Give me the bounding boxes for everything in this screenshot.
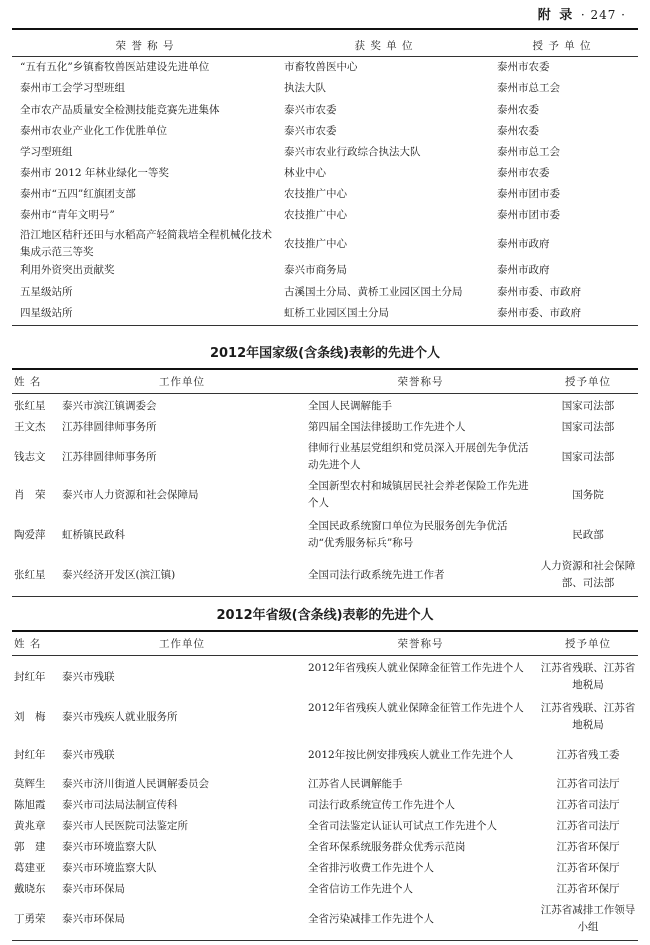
award-unit: 市畜牧兽医中心 [284, 61, 358, 73]
honor-title: 2012年按比例安排残疾人就业工作先进个人 [308, 748, 514, 761]
person-name: 黄兆章 [14, 820, 46, 832]
honor-title: 司法行政系统宣传工作先进个人 [308, 799, 455, 811]
person-name: 封红年 [14, 670, 46, 683]
grantor: 泰州市农委 [497, 167, 550, 179]
person-name: 张红星 [14, 568, 46, 581]
award-unit: 农技推广中心 [284, 238, 347, 250]
honor-name: “五有五化”乡镇畜牧兽医站建设先进单位 [20, 61, 210, 73]
grantor: 泰州市团市委 [497, 188, 560, 200]
honor-name: 泰州市“青年文明号” [20, 209, 115, 221]
person-name: 郭 建 [14, 841, 46, 853]
honor-name: 全市农产品质量安全检测技能竞赛先进集体 [20, 104, 220, 116]
col-header-honor: 荣誉称号 [397, 376, 444, 388]
honor-title: 全国司法行政系统先进工作者 [308, 568, 445, 581]
person-name: 陶爱萍 [14, 528, 46, 541]
award-unit: 农技推广中心 [284, 188, 347, 200]
grantor: 国家司法部 [561, 421, 615, 433]
honor-title: 2012年省残疾人就业保障金征管工作先进个人 [308, 662, 524, 674]
person-name: 莫辉生 [14, 778, 46, 790]
col-header-work: 工作单位 [159, 376, 205, 388]
award-unit: 农技推广中心 [284, 209, 347, 221]
award-unit: 古溪国土分局、黄桥工业园区国土分局 [284, 286, 463, 298]
honor-title: 全国人民调解能手 [308, 400, 392, 412]
work-unit: 泰兴市司法局法制宣传科 [62, 799, 178, 811]
section3-header-rule [12, 655, 638, 656]
grantor: 泰州市总工会 [497, 146, 560, 158]
person-name: 封红年 [14, 748, 46, 761]
section2-bottom-rule [12, 596, 638, 597]
header-section: 附 录 [537, 8, 575, 23]
section-title-provincial: 2012年省级(含条线)表彰的先进个人 [216, 608, 434, 623]
honor-title: 全国新型农村和城镇居民社会养老保险工作先进个人 [308, 480, 529, 509]
honor-name: 沿江地区秸秆还田与水稻高产轻简栽培全程机械化技术集成示范三等奖 [20, 229, 272, 258]
work-unit: 泰兴市环境监察大队 [62, 841, 157, 853]
honor-name: 泰州市“五四”红旗团支部 [20, 188, 136, 200]
work-unit: 泰兴市残联 [62, 748, 115, 761]
header-rule [12, 28, 638, 30]
work-unit: 泰兴市环保局 [62, 912, 125, 925]
work-unit: 江苏律圆律师事务所 [62, 450, 157, 463]
work-unit: 泰兴市残疾人就业服务所 [62, 710, 178, 723]
col-header-honor: 荣誉称号 [397, 638, 444, 650]
award-unit: 虹桥工业园区国土分局 [284, 307, 389, 319]
section3-bottom-rule [12, 940, 638, 941]
person-name: 钱志文 [14, 450, 46, 463]
award-unit: 执法大队 [284, 82, 326, 94]
grantor: 泰州市委、市政府 [497, 286, 581, 298]
table1-header-rule [12, 56, 638, 57]
work-unit: 泰兴市滨江镇调委会 [62, 400, 157, 412]
honor-title: 全国民政系统窗口单位为民服务创先争优活动“优秀服务标兵”称号 [308, 520, 508, 549]
work-unit: 泰兴市人力资源和社会保障局 [62, 488, 199, 501]
grantor: 江苏省司法厅 [556, 820, 620, 832]
section2-header-rule [12, 393, 638, 394]
grantor: 泰州市团市委 [497, 209, 560, 221]
award-unit: 泰兴市农委 [284, 125, 337, 137]
grantor: 江苏省环保厅 [556, 862, 620, 874]
award-unit: 林业中心 [284, 167, 326, 179]
work-unit: 泰兴市济川街道人民调解委员会 [62, 778, 209, 790]
person-name: 葛建亚 [14, 862, 46, 874]
grantor: 江苏省残工委 [556, 748, 620, 761]
person-name: 丁勇荣 [14, 912, 46, 925]
award-unit: 泰兴市农委 [284, 104, 337, 116]
col-header-honor: 荣 誉 称 号 [115, 40, 175, 52]
person-name: 张红星 [14, 400, 46, 412]
grantor: 江苏省司法厅 [556, 799, 620, 811]
page-header [0, 0, 650, 30]
col-header-work: 工作单位 [159, 638, 205, 650]
work-unit: 泰兴市环保局 [62, 883, 125, 895]
table1-bottom-rule [12, 325, 638, 326]
provincial-table-top-rule [12, 630, 638, 632]
grantor: 泰州农委 [497, 125, 539, 137]
honor-name: 利用外资突出贡献奖 [20, 264, 115, 276]
col-header-name: 姓 名 [14, 376, 42, 388]
person-name: 刘 梅 [14, 710, 46, 723]
honor-title: 2012年省残疾人就业保障金征管工作先进个人 [308, 702, 524, 714]
grantor: 江苏省残联、江苏省地税局 [540, 702, 636, 731]
col-header-unit: 获 奖 单 位 [354, 40, 414, 52]
person-name: 肖 荣 [14, 488, 46, 501]
honor-title: 全省污染减排工作先进个人 [308, 912, 434, 925]
honor-title: 全省信访工作先进个人 [308, 883, 413, 895]
honor-name: 学习型班组 [20, 146, 73, 158]
award-unit: 泰兴市商务局 [284, 264, 347, 276]
grantor: 泰州市委、市政府 [497, 307, 581, 319]
honor-name: 五星级站所 [20, 286, 73, 298]
honor-name: 四星级站所 [20, 307, 73, 319]
honor-name: 泰州市农业产业化工作优胜单位 [20, 125, 167, 137]
col-header-grantor: 授 予 单 位 [532, 40, 592, 52]
honor-title: 全省排污收费工作先进个人 [308, 862, 434, 874]
col-header-grantor: 授予单位 [565, 376, 611, 388]
honor-title: 江苏省人民调解能手 [308, 778, 403, 790]
grantor: 泰州市总工会 [497, 82, 560, 94]
running-header [538, 4, 626, 23]
grantor: 江苏省减排工作领导小组 [540, 904, 636, 933]
honor-title: 全省环保系统服务群众优秀示范岗 [308, 841, 466, 853]
honor-name: 泰州市 2012 年林业绿化一等奖 [20, 167, 169, 179]
section-title-national: 2012年国家级(含条线)表彰的先进个人 [209, 346, 441, 361]
work-unit: 泰兴市残联 [62, 670, 115, 683]
grantor: 国家司法部 [561, 400, 615, 412]
page-number: · 247 · [580, 8, 626, 22]
grantor: 国务院 [572, 488, 604, 501]
work-unit: 虹桥镇民政科 [62, 528, 125, 541]
col-header-name: 姓 名 [14, 638, 42, 650]
honor-name: 泰州市工会学习型班组 [20, 82, 125, 94]
national-table-top-rule [12, 368, 638, 370]
honor-title: 第四届全国法律援助工作先进个人 [308, 421, 466, 433]
work-unit: 江苏律圆律师事务所 [62, 421, 157, 433]
grantor: 泰州市农委 [497, 61, 550, 73]
grantor: 江苏省司法厅 [556, 778, 620, 790]
award-unit: 泰兴市农业行政综合执法大队 [284, 146, 421, 158]
col-header-grantor: 授予单位 [565, 638, 611, 650]
grantor: 泰州农委 [497, 104, 539, 116]
person-name: 戴晓东 [14, 883, 46, 895]
grantor: 泰州市政府 [497, 238, 550, 250]
work-unit: 泰兴经济开发区(滨江镇) [62, 568, 176, 581]
grantor: 江苏省环保厅 [556, 883, 620, 895]
work-unit: 泰兴市环境监察大队 [62, 862, 157, 874]
honor-title: 律师行业基层党组织和党员深入开展创先争优活动先进个人 [308, 442, 529, 471]
grantor: 民政部 [572, 528, 604, 541]
grantor: 泰州市政府 [497, 264, 550, 276]
grantor: 江苏省残联、江苏省地税局 [540, 662, 636, 691]
honor-title: 全省司法鉴定认证认可试点工作先进个人 [308, 820, 497, 832]
work-unit: 泰兴市人民医院司法鉴定所 [62, 820, 188, 832]
grantor: 江苏省环保厅 [556, 841, 620, 853]
grantor: 人力资源和社会保障部、司法部 [540, 560, 636, 589]
grantor: 国家司法部 [561, 450, 615, 463]
person-name: 陈旭霞 [14, 799, 46, 811]
person-name: 王文杰 [14, 421, 46, 433]
